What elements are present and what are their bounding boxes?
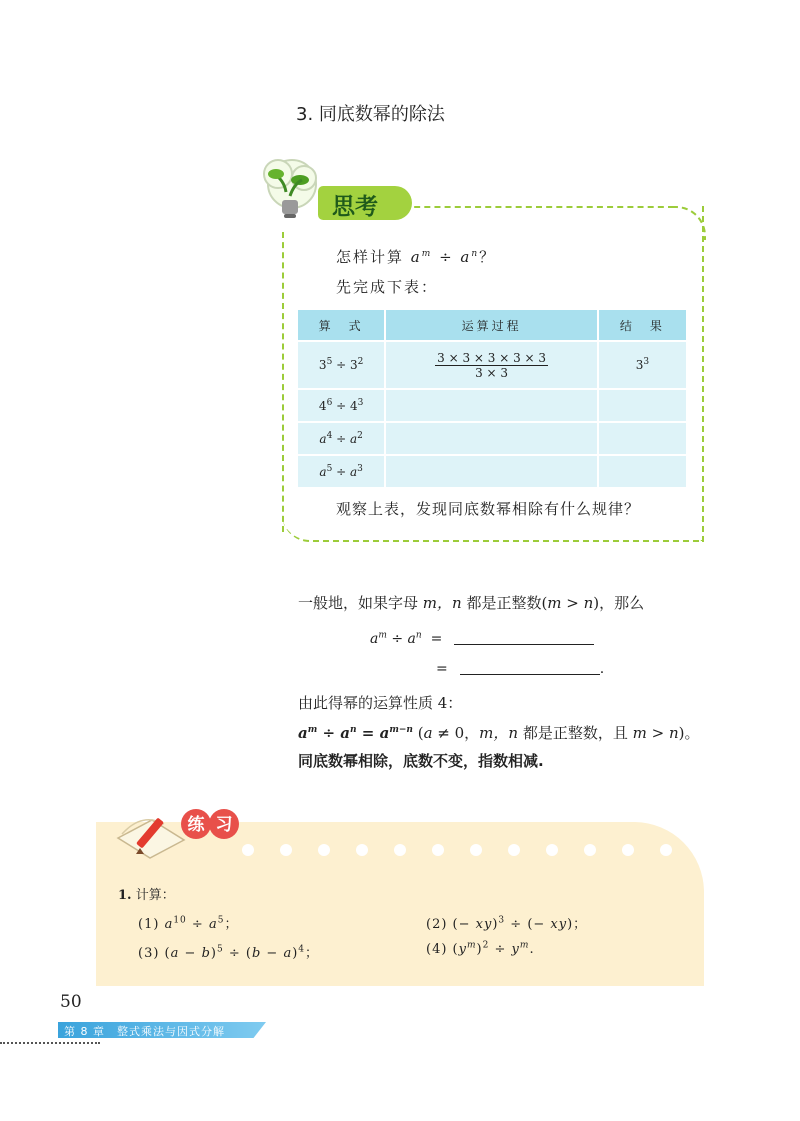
- expression-cell: $a^4 \div a^2$: [298, 422, 385, 455]
- practice-item: (4) $(y^m)^2 \div y^m$.: [426, 940, 535, 957]
- process-cell[interactable]: [385, 422, 598, 455]
- practice-question: 1. 计算：: [118, 888, 175, 903]
- equation-line-2: = .: [436, 661, 605, 677]
- process-cell[interactable]: [385, 389, 598, 422]
- practice-item: (2) (− xy)$^3$ ÷ (− xy)；: [426, 915, 588, 932]
- practice-item: (3) $(a - b)^5 \div (b - a)^4$；: [138, 944, 320, 961]
- table-row: [298, 341, 687, 389]
- expression-cell: $4^6 \div 4^3$: [298, 389, 385, 422]
- think-label: 思考: [332, 194, 378, 220]
- result-cell[interactable]: [598, 455, 687, 487]
- table-header: 结 果: [598, 310, 687, 341]
- chapter-title: 第 8 章 整式乘法与因式分解: [64, 1025, 225, 1038]
- practice-badge: [180, 806, 242, 842]
- think-box-left-border: [282, 232, 284, 532]
- rule-statement: 同底数幂相除，底数不变，指数相减.: [298, 752, 544, 770]
- think-question: 怎样计算 $a^m \div a^n$？: [336, 248, 497, 266]
- result-cell[interactable]: [598, 422, 687, 455]
- equation-line-1: $a^m \div a^n$ =: [370, 630, 594, 647]
- decorative-dots: [240, 842, 680, 858]
- process-cell[interactable]: [385, 455, 598, 487]
- work-table: [298, 310, 688, 487]
- practice-badge-char: 练: [187, 815, 205, 835]
- table-row: [298, 422, 687, 455]
- think-box-top-border: [404, 206, 674, 208]
- table-row: [298, 389, 687, 422]
- rule-formula: $a^m \div a^n = a^{m-n}$ (a ≠ 0，m，n 都是正整数，且 m > n)。: [298, 724, 700, 742]
- result-cell[interactable]: $3^3$: [598, 341, 687, 389]
- expression-cell: $a^5 \div a^3$: [298, 455, 385, 487]
- process-cell[interactable]: [385, 341, 598, 389]
- observe-question: 观察上表，发现同底数幂相除有什么规律？: [336, 500, 641, 518]
- practice-item: (1) $a^{10} \div a^5$；: [138, 915, 239, 932]
- table-instruction: 先完成下表：: [336, 278, 439, 296]
- general-statement: 一般地，如果字母 m，n 都是正整数(m > n)，那么: [298, 594, 645, 612]
- page-number: 50: [60, 992, 82, 1012]
- table-header: 运算过程: [385, 310, 598, 341]
- expression-cell: $3^5 \div 3^2$: [298, 341, 385, 389]
- process-fraction: $\frac{3 \times 3 \times 3 \times 3 \times 3}{3 \times 3}$: [437, 350, 547, 380]
- lightbulb-plant-icon: [256, 152, 328, 224]
- property-intro: 由此得幂的运算性质 4：: [298, 694, 463, 712]
- footer-divider: [0, 1042, 100, 1044]
- table-row: [298, 455, 687, 487]
- result-cell[interactable]: [598, 389, 687, 422]
- answer-blank[interactable]: [460, 660, 600, 675]
- section-title: 3. 同底数幂的除法: [296, 104, 445, 125]
- table-header: 算 式: [298, 310, 385, 341]
- answer-blank[interactable]: [454, 630, 594, 645]
- practice-badge-char: 习: [215, 815, 233, 835]
